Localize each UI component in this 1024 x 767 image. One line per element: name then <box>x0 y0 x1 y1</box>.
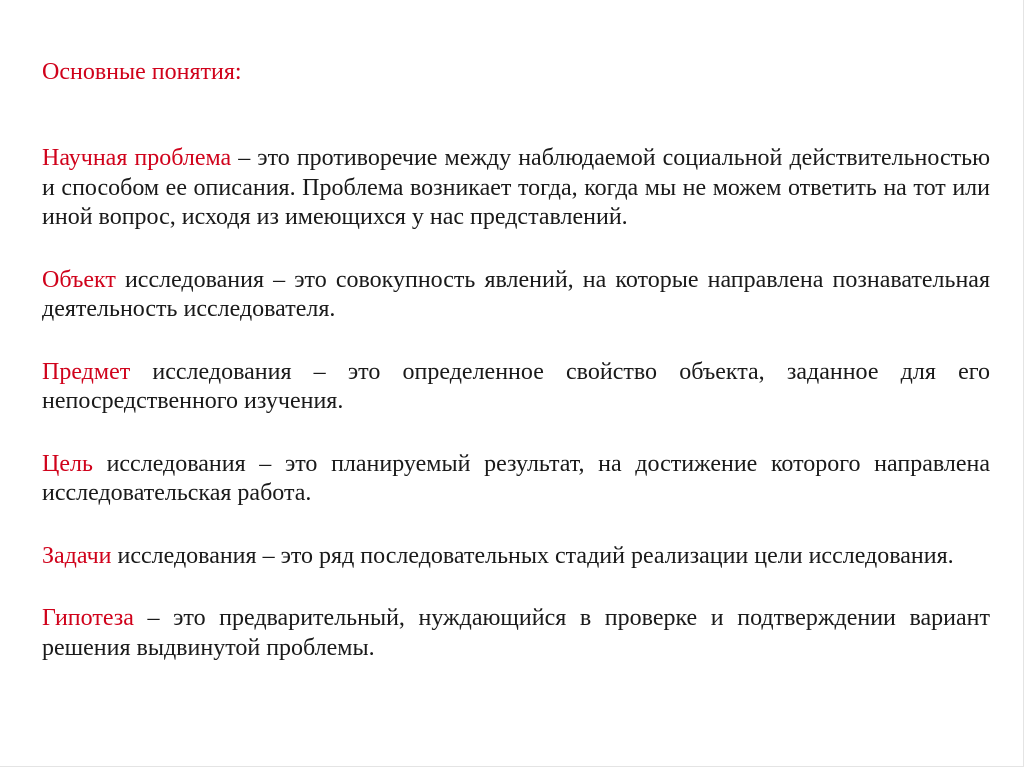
term-hypothesis: Гипотеза <box>42 605 134 631</box>
term-scientific-problem: Научная проблема <box>42 145 232 171</box>
definition-text: исследования – это определенное свойство объекта, заданное для его непосредственного изучения. <box>42 358 990 414</box>
slide-heading: Основные понятия: <box>42 59 242 85</box>
term-object: Объект <box>42 266 116 293</box>
term-subject: Предмет <box>42 358 131 385</box>
definition-text: – это предварительный, нуждающийся в проверке и подтверждении вариант решения выдвинутой проблемы. <box>42 605 990 661</box>
definition-goal <box>42 450 990 509</box>
definition-text: исследования – это совокупность явлений, на которые направлена познавательная деятельность исследователя. <box>42 266 990 322</box>
slide-content <box>42 58 990 696</box>
definition-object <box>42 266 990 325</box>
definition-subject <box>42 358 990 417</box>
definition-text: исследования – это планируемый результат, на достижение которого направлена исследовательская работа. <box>42 450 990 506</box>
definition-text: исследования – это ряд последовательных стадий реализации цели исследования. <box>111 542 954 569</box>
definition-hypothesis <box>42 604 990 663</box>
term-tasks: Задачи <box>42 542 112 569</box>
term-goal: Цель <box>42 450 93 477</box>
definition-problem <box>42 144 990 233</box>
definition-tasks <box>42 542 990 572</box>
definition-text: – это противоречие между наблюдаемой социальной действительностью и способом ее описания. Проблема возникает тогда, когда мы не можем ответить на тот или иной вопрос, исходя из имеющихся у нас представлений. <box>42 145 990 230</box>
